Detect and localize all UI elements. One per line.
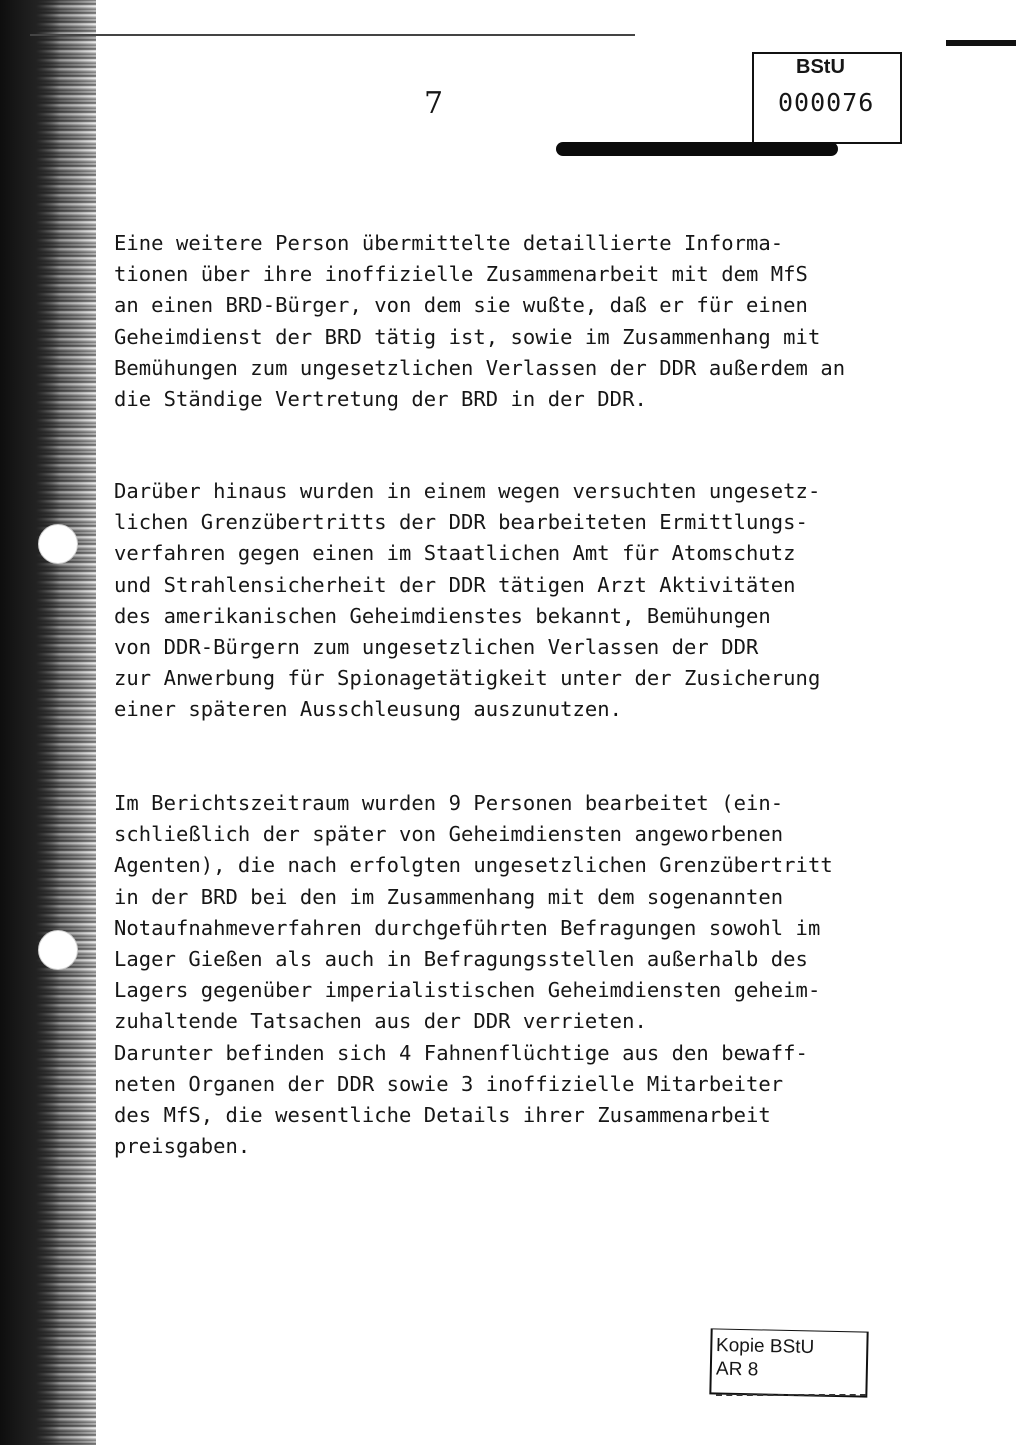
text-line: Lagers gegenüber imperialistischen Geheimdiensten geheim- <box>114 978 821 1003</box>
scan-binding-shadow <box>0 0 60 1445</box>
text-line: zur Anwerbung für Spionagetätigkeit unter der Zusicherung <box>114 666 821 691</box>
text-line: lichen Grenzübertritts der DDR bearbeiteten Ermittlungs- <box>114 510 808 535</box>
copy-stamp-line-2: AR 8 <box>715 1358 759 1381</box>
text-line: einer späteren Ausschleusung auszunutzen. <box>114 697 623 722</box>
paragraph-1 <box>114 228 845 415</box>
text-line: verfahren gegen einen im Staatlichen Amt für Atomschutz <box>114 541 796 566</box>
redaction-bar <box>556 142 838 156</box>
text-line: Agenten), die nach erfolgten ungesetzlichen Grenzübertritt <box>114 853 833 878</box>
text-line: Darüber hinaus wurden in einem wegen versuchten ungesetz- <box>114 479 821 503</box>
top-right-mark <box>946 40 1016 46</box>
text-line: preisgaben. <box>114 1134 251 1159</box>
top-rule-line <box>30 34 635 36</box>
text-line: Darunter befinden sich 4 Fahnenflüchtige aus den bewaff- <box>114 1040 808 1065</box>
text-line: neten Organen der DDR sowie 3 inoffizielle Mitarbeiter <box>114 1071 784 1096</box>
text-line: Notaufnahmeverfahren durchgeführten Befragungen sowohl im <box>114 915 821 940</box>
archive-stamp-number: 000076 <box>778 88 875 117</box>
archive-stamp-title: BStU <box>796 56 845 78</box>
text-line: des MfS, die wesentliche Details ihrer Zusammenarbeit <box>114 1103 771 1128</box>
text-line: des amerikanischen Geheimdienstes bekannt, Bemühungen <box>114 603 771 628</box>
text-line: schließlich der später von Geheimdiensten angeworbenen <box>114 822 784 847</box>
copy-stamp-underline <box>716 1394 866 1396</box>
page-number: 7 <box>424 86 444 121</box>
copy-stamp-line-1: Kopie BStU <box>715 1334 815 1359</box>
text-line: Lager Gießen als auch in Befragungsstellen außerhalb des <box>114 947 808 972</box>
text-line: Im Berichtszeitraum wurden 9 Personen bearbeitet (ein- <box>114 791 784 815</box>
text-line: an einen BRD-Bürger, von dem sie wußte, daß er für einen <box>114 293 808 318</box>
punch-hole-top <box>38 524 78 564</box>
text-line: Bemühungen zum ungesetzlichen Verlassen der DDR außerdem an <box>114 355 846 380</box>
text-line: Eine weitere Person übermittelte detaillierte Informa- <box>114 231 784 255</box>
text-line: und Strahlensicherheit der DDR tätigen Arzt Aktivitäten <box>114 572 796 597</box>
paragraph-3 <box>114 788 833 1162</box>
text-line: in der BRD bei den im Zusammenhang mit dem sogenannten <box>114 884 784 909</box>
paragraph-2 <box>114 476 820 726</box>
text-line: Geheimdienst der BRD tätig ist, sowie im Zusammenhang mit <box>114 324 821 349</box>
text-line: zuhaltende Tatsachen aus der DDR verrieten. <box>114 1009 647 1034</box>
text-line: von DDR-Bürgern zum ungesetzlichen Verlassen der DDR <box>114 635 759 660</box>
punch-hole-bottom <box>38 930 78 970</box>
text-line: die Ständige Vertretung der BRD in der DDR. <box>114 387 647 412</box>
text-line: tionen über ihre inoffizielle Zusammenarbeit mit dem MfS <box>114 262 808 287</box>
